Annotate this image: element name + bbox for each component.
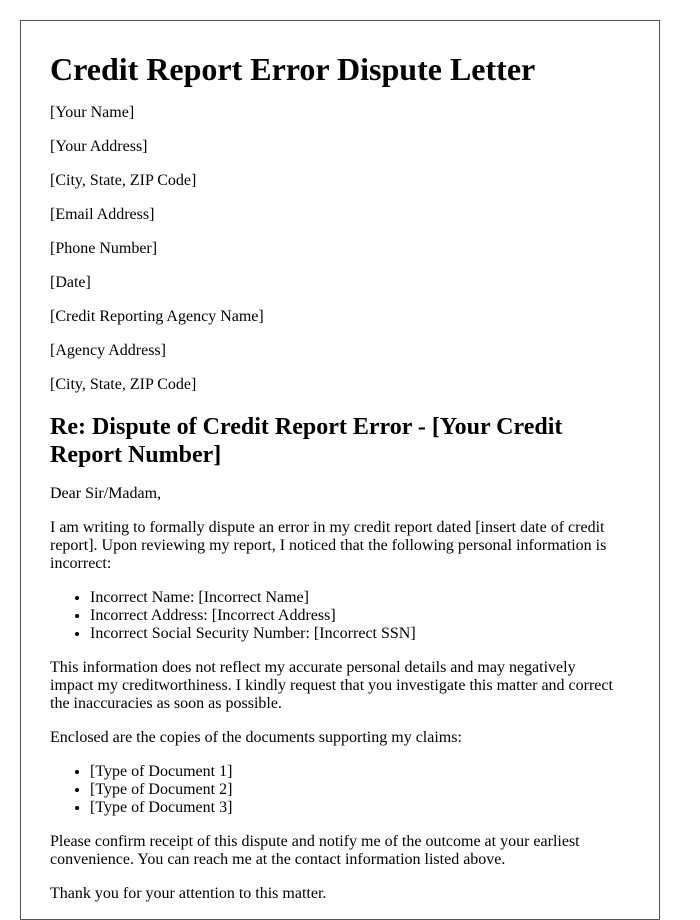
letter-content (50, 21, 620, 903)
letter-date: [Date] (50, 274, 91, 291)
list-item: • [Type of Document 3] (90, 799, 620, 817)
intro-paragraph: I am writing to formally dispute an error in my credit report dated [insert date of credit report]. Upon reviewing my report, I noticed that the following personal information is incorrect: (50, 519, 607, 572)
letter-title: Credit Report Error Dispute Letter (50, 51, 536, 87)
impact-paragraph: This information does not reflect my accurate personal details and may negatively impact my creditworthiness. I kindly request that you investigate this matter and correct the inaccuracies as soon as possible. (50, 659, 613, 712)
sender-phone: [Phone Number] (50, 240, 158, 257)
agency-name: [Credit Reporting Agency Name] (50, 308, 264, 325)
list-item: • Incorrect Address: [Incorrect Address] (90, 607, 620, 625)
list-item: • Incorrect Social Security Number: [Incorrect SSN] (90, 625, 620, 643)
agency-city-state-zip: [City, State, ZIP Code] (50, 376, 197, 393)
error-list (50, 589, 620, 643)
list-item: • [Type of Document 1] (90, 763, 620, 781)
sender-name: [Your Name] (50, 104, 135, 121)
sender-address: [Your Address] (50, 138, 148, 155)
enclosed-paragraph: Enclosed are the copies of the documents supporting my claims: (50, 729, 462, 746)
letter-page (20, 20, 660, 920)
document-list (50, 763, 620, 817)
thanks-paragraph: Thank you for your attention to this matter. (50, 885, 327, 902)
sender-city-state-zip: [City, State, ZIP Code] (50, 172, 197, 189)
salutation: Dear Sir/Madam, (50, 485, 162, 502)
confirm-paragraph: Please confirm receipt of this dispute and notify me of the outcome at your earliest convenience. You can reach me at the contact information listed above. (50, 833, 580, 868)
list-item: • Incorrect Name: [Incorrect Name] (90, 589, 620, 607)
sender-email: [Email Address] (50, 206, 155, 223)
subject-heading: Re: Dispute of Credit Report Error - [Your Credit Report Number] (50, 414, 563, 468)
agency-address: [Agency Address] (50, 342, 166, 359)
list-item: • [Type of Document 2] (90, 781, 620, 799)
